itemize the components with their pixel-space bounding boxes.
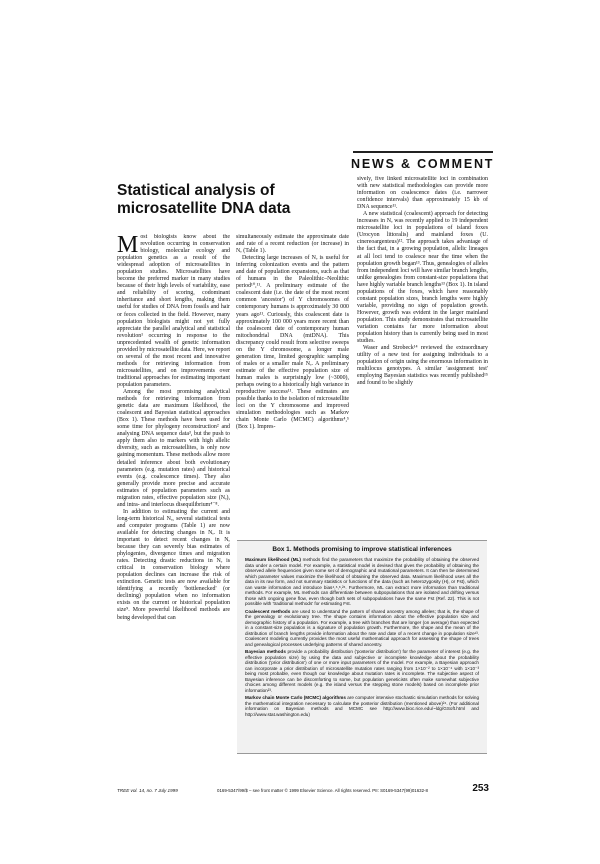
methods-box: [237, 540, 487, 754]
copyright-notice: 0169-5347/99/$ – see front matter © 1999 Elsevier Science. All rights reserved. PII: S0169-5347(99)01632-8: [217, 788, 428, 793]
box-text: are used to understand the pattern of shared ancestry among alleles; that is, the shape of the genealogy or evolutionary tree. The shape contains information about the effective population size and demographic history of a population. For example, a tree with branches that are longer (on average) than expected in a constant-size population is a signature of population growth. Furthermore, the shape and the mean of the distribution of branch lengths provide information about the rate and date of a recent change in population size¹³. Coalescent modeling currently provides the most useful mathematical approach for assessing the shape of trees and genealogical processes underlying patterns of shared ancestry.: [245, 608, 479, 647]
section-label: NEWS & COMMENT: [351, 157, 495, 171]
page-number: 253: [472, 783, 489, 794]
box-paragraph: [245, 649, 479, 693]
paragraph: [117, 234, 230, 389]
box-title: Box 1. Methods promising to improve statistical inferences: [272, 546, 452, 553]
column-2: [236, 234, 349, 534]
box-term: Bayesian methods: [245, 649, 286, 654]
box-paragraph: [245, 695, 479, 717]
box-term: Markov chain Monte Carlo (MCMC) algorithms: [245, 695, 346, 700]
box-term: Coalescent methods: [245, 608, 291, 614]
header-rule: [353, 151, 493, 153]
paragraph: In addition to estimating the current and long-term historical Nₑ, several statistical tests and computer programs (Table 1) are now available for detecting changes in Nₑ. It is important to detect recent changes in Nₑ because they can severely bias estimates of phylogenies, divergence times and migration rates. Detecting drastic reductions in Nₑ is critical in conservation biology where population declines can increase the risk of extinction. Genetic tests are now available for identifying a recently 'bottlenecked' (or declining) population when no information exists on the current or historical population size⁹. More powerful likelihood methods are being developed that can: [117, 508, 230, 621]
box-body: [237, 557, 487, 717]
box-text: methods find the parameters that maximize the probability of obtaining the observed data under a certain model. For example, a statistical model is devised that gives the probability of obtaining the observed allele frequencies given some set of demographic and mutational parameters. It can then be determined which parameter values maximize the likelihood of obtaining the observed data. Maximum likelihood uses all the data in its raw form, and not summary statistics or functions of the data (such as heterozygosity (H), or Fst), which can waste information and introduce bias⁴,⁶,⁸,²⁶. Furthermore, ML can extract more information than traditional methods. For example, ML methods can differentiate between subpopulations that are isolated and drifting versus those with ongoing gene flow, even though both sets of subpopulations have the same Fst (Ref. 22). This is not possible with 'traditional methods' for estimating Fst.: [245, 557, 479, 606]
box-term: Maximum likelihood (ML): [245, 557, 301, 562]
paragraph: Among the most promising analytical methods for retrieving information from genetic data are maximum likelihood, the coalescent and Bayesian statistical approaches (Box 1). These methods have been used for some time for phylogeny reconstruction² and analysing DNA sequence data³, but the push to apply them also to markers with high allelic diversity, such as microsatellites, is only now gaining momentum. These methods allow more detailed inference about both evolutionary parameters (e.g. mutation rates) and historical events (e.g. coalescence times). They also generally provide more precise and accurate estimates of population parameters such as migration rates, effective population size (Nₑ), and intra- and interlocus disequilibrium⁴⁻⁸.: [117, 389, 230, 508]
paragraph: sively, five linked microsatellite loci in combination with new statistical methodologies can provide more information on coalescence dates (i.e. narrower confidence intervals) than approximately 15 kb of DNA sequence¹¹.: [357, 176, 488, 211]
paragraph: simultaneously estimate the approximate date and rate of a recent reduction (or increase) in Nₑ (Table 1).: [236, 234, 349, 255]
drop-cap: M: [117, 234, 139, 258]
journal-citation: TREE vol. 14, no. 7 July 1999: [117, 788, 178, 793]
paragraph-text: ost biologists know about the revolution occurring in conservation biology, molecular ecology and population genetics as a result of the widespread adoption of microsatellites in population studies. Microsatellites have become the preferred marker in many studies because of their high levels of variability, ease and reliability of scoring, codominant inheritance and short lengths, making them useful for studies of DNA from fossils and hair or feces collected in the field. However, many population biologists might not yet fully appreciate the parallel analytical and statistical revolution¹ occurring in response to the unprecedented wealth of genetic information provided by microsatellite data. Here, we report on several of the most recent and innovative methods for retrieving information from microsatellites, and on improvements over traditional approaches for estimating important population parameters.: [117, 234, 230, 388]
column-1: [117, 234, 230, 794]
box-text: are computer intensive stochastic simulation methods for solving the mathematical integration necessary to calculate the posterior distribution (mentioned above)²⁴. (For additional information on Bayesian methods and MCMC see http://www.bioc.rice.edu/~ldg/GSoft.html and http://www.stat.washington.edu): [245, 695, 480, 717]
paragraph: Waser and Strobeck¹⁴ reviewed the extraordinary utility of a new test for assigning individuals to a population of origin using the enormous information in multilocus genotypes. A similar 'assignment test' employing Bayesian statistics was recently published¹⁵ and found to be slightly: [357, 345, 488, 387]
box-paragraph: [245, 557, 479, 607]
box-paragraph: [245, 609, 479, 648]
paragraph: Detecting large increases of Nₑ is useful for inferring colonization events and the pattern and date of population expansions, such as that of humans in the Paleolithic–Neolithic period¹⁰,¹¹. A preliminary estimate of the coalescent date (i.e. the date of the most recent common 'ancestor') of Y chromosomes of contemporary humans is approximately 30 000 years ago¹¹. Curiously, this coalescent date is approximately 100 000 years more recent than the coalescent date of contemporary human mitochondrial DNA (mtDNA). This discrepancy could result from selective sweeps on the Y chromosome, a longer male generation time, limited geographic sampling of males or a smaller male Nₑ. A preliminary estimate of the effective population size of human males is surprisingly low (~3000), perhaps owing to a historically high variance in reproductive success¹¹. These estimates are possible thanks to the isolation of microsatellite loci on the Y chromosome and improved simulation methodologies such as Markov chain Monte Carlo (MCMC) algorithms⁴,⁵ (Box 1). Impres-: [236, 255, 349, 431]
article-title: Statistical analysis of microsatellite DNA data: [117, 182, 291, 217]
column-3: [357, 176, 488, 534]
box-text: provide a probability distribution ('posterior distribution') for the parameter of interest (e.g. the effective population size) by using the data and subjective or incomplete knowledge about the probability distribution ('prior distribution') of one or more input parameters of the model. For example, a Bayesian approach can incorporate a prior distribution of microsatellite mutation rates ranging from 1×10⁻² to 1×10⁻⁴ with 1×10⁻³ being most probable, even though our knowledge about mutation rates is incomplete. The subjective aspect of Bayesian inference can be discomforting to some, but population geneticists often make somewhat subjective choices among different models (e.g. the island versus the stepping stone models) based on incomplete prior information²³.: [245, 649, 480, 693]
paragraph: A new statistical (coalescent) approach for detecting increases in Nₑ was recently applied to 19 independent microsatellite loci in populations of island foxes (Urocyon littoralis) and mainland foxes (U. cinereoargenteus)¹². The approach takes advantage of the fact that, in a growing population, allelic lineages at all loci tend to coalesce near the time when the population growth began¹³. Thus, genealogies of alleles from independent loci will have similar branch lengths, unlike genealogies from constant-size populations that have highly variable branch lengths¹³ (Box 1). In island populations of the foxes, which have reasonably constant population sizes, branch lengths were highly variable, providing no sign of population growth. However, growth was evident in the larger mainland population. This study demonstrates that microsatellite variation contains far more information about population history than is currently being used in most studies.: [357, 211, 488, 345]
